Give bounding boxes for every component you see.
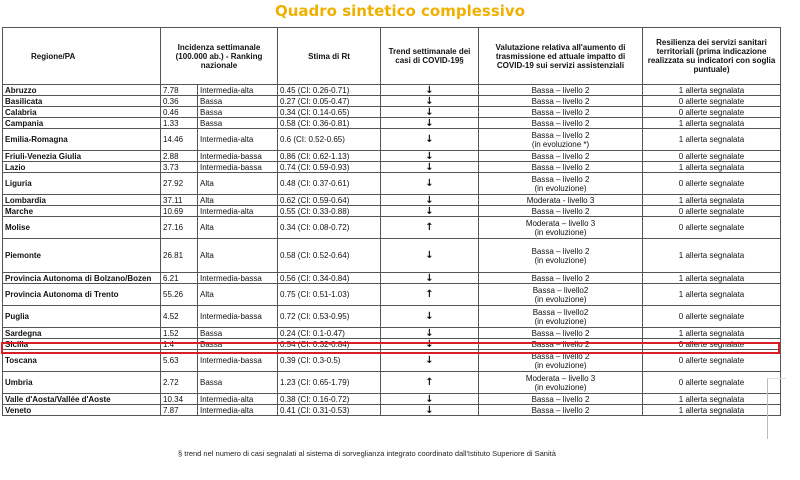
rt-cell: 0.24 (CI: 0.1-0.47) [278, 328, 381, 339]
resilience-cell: 0 allerte segnalate [643, 96, 781, 107]
rt-cell: 0.86 (CI: 0.62-1.13) [278, 151, 381, 162]
trend-cell [381, 206, 479, 217]
summary-table [2, 27, 781, 416]
region-cell: Marche [3, 206, 161, 217]
incidence-value-cell: 1.52 [161, 328, 198, 339]
incidence-value-cell: 1.33 [161, 118, 198, 129]
table-row [3, 129, 781, 151]
region-cell: Abruzzo [3, 85, 161, 96]
table-row [3, 273, 781, 284]
incidence-value-cell: 55.26 [161, 284, 198, 306]
incidence-value-cell: 7.78 [161, 85, 198, 96]
resilience-cell: 1 allerta segnalata [643, 85, 781, 96]
table-row [3, 372, 781, 394]
incidence-value-cell: 37.11 [161, 195, 198, 206]
trend-cell [381, 239, 479, 273]
arrow-up-icon: ↑ [425, 289, 434, 300]
evaluation-cell [479, 129, 643, 151]
region-cell: Basilicata [3, 96, 161, 107]
table-row [3, 306, 781, 328]
evaluation-cell [479, 118, 643, 129]
table-row [3, 350, 781, 372]
rt-cell: 0.34 (CI: 0.14-0.65) [278, 107, 381, 118]
trend-cell [381, 284, 479, 306]
evaluation-cell [479, 195, 643, 206]
trend-cell [381, 85, 479, 96]
evaluation-cell [479, 96, 643, 107]
arrow-down-icon: ↓ [425, 355, 434, 366]
evaluation-level: Bassa – livello 2 [531, 151, 590, 161]
incidence-rank-cell: Bassa [198, 96, 278, 107]
evaluation-cell [479, 394, 643, 405]
incidence-rank-cell: Intermedia-alta [198, 129, 278, 151]
evaluation-note: (in evoluzione) [534, 316, 587, 326]
region-cell: Liguria [3, 173, 161, 195]
evaluation-cell [479, 162, 643, 173]
trend-cell [381, 151, 479, 162]
incidence-rank-cell: Bassa [198, 118, 278, 129]
table-header-row [3, 28, 781, 85]
trend-cell [381, 339, 479, 350]
evaluation-note: (in evoluzione *) [531, 139, 590, 149]
evaluation-level: Bassa – livello 2 [531, 118, 590, 128]
evaluation-level: Bassa – livello 2 [531, 174, 590, 184]
evaluation-level: Bassa – livello 2 [531, 206, 590, 216]
evaluation-level: Bassa – livello2 [532, 307, 589, 317]
incidence-value-cell: 1.4 [161, 339, 198, 350]
trend-cell [381, 372, 479, 394]
region-cell: Sardegna [3, 328, 161, 339]
resilience-cell: 0 allerte segnalate [643, 350, 781, 372]
evaluation-cell [479, 85, 643, 96]
region-cell: Provincia Autonoma di Bolzano/Bozen [3, 273, 161, 284]
region-cell: Veneto [3, 405, 161, 416]
region-cell: Calabria [3, 107, 161, 118]
incidence-rank-cell: Bassa [198, 107, 278, 118]
evaluation-cell [479, 239, 643, 273]
resilience-cell: 0 allerte segnalate [643, 173, 781, 195]
arrow-down-icon: ↓ [425, 404, 434, 416]
resilience-cell: 0 allerte segnalate [643, 151, 781, 162]
resilience-cell: 1 allerta segnalata [643, 284, 781, 306]
evaluation-cell [479, 350, 643, 372]
rt-cell: 0.39 (CI: 0.3-0.5) [278, 350, 381, 372]
resilience-cell: 1 allerta segnalata [643, 239, 781, 273]
arrow-down-icon: ↓ [425, 250, 434, 261]
rt-cell: 0.45 (CI: 0.26-0.71) [278, 85, 381, 96]
evaluation-cell [479, 339, 643, 350]
trend-cell [381, 195, 479, 206]
evaluation-note: (in evoluzione) [534, 183, 587, 193]
arrow-up-icon: ↑ [425, 222, 434, 233]
trend-cell [381, 129, 479, 151]
incidence-value-cell: 0.46 [161, 107, 198, 118]
region-cell: Umbria [3, 372, 161, 394]
incidence-value-cell: 27.92 [161, 173, 198, 195]
incidence-value-cell: 0.36 [161, 96, 198, 107]
trend-cell [381, 162, 479, 173]
rt-cell: 0.41 (CI: 0.31-0.53) [278, 405, 381, 416]
incidence-value-cell: 2.88 [161, 151, 198, 162]
resilience-cell: 0 allerte segnalate [643, 372, 781, 394]
table-row [3, 206, 781, 217]
region-cell: Valle d'Aosta/Vallée d'Aoste [3, 394, 161, 405]
arrow-down-icon: ↓ [425, 272, 434, 284]
incidence-value-cell: 4.52 [161, 306, 198, 328]
resilience-cell: 1 allerta segnalata [643, 273, 781, 284]
incidence-value-cell: 2.72 [161, 372, 198, 394]
incidence-value-cell: 27.16 [161, 217, 198, 239]
arrow-down-icon: ↓ [425, 84, 434, 96]
evaluation-level: Bassa – livello 2 [531, 85, 590, 95]
evaluation-cell [479, 151, 643, 162]
arrow-down-icon: ↓ [425, 327, 434, 339]
evaluation-note: (in evoluzione) [534, 360, 587, 370]
rt-cell: 0.6 (CI: 0.52-0.65) [278, 129, 381, 151]
table-row [3, 217, 781, 239]
incidence-rank-cell: Bassa [198, 339, 278, 350]
incidence-rank-cell: Intermedia-bassa [198, 151, 278, 162]
table-row [3, 173, 781, 195]
incidence-value-cell: 5.63 [161, 350, 198, 372]
table-row [3, 239, 781, 273]
arrow-down-icon: ↓ [425, 161, 434, 173]
evaluation-level: Bassa – livello 2 [531, 405, 590, 415]
rt-cell: 0.74 (CI: 0.59-0.93) [278, 162, 381, 173]
arrow-down-icon: ↓ [425, 117, 434, 129]
evaluation-cell [479, 273, 643, 284]
table-row [3, 195, 781, 206]
table-row [3, 405, 781, 416]
incidence-value-cell: 7.87 [161, 405, 198, 416]
table-row [3, 162, 781, 173]
table-row [3, 107, 781, 118]
evaluation-level: Bassa – livello 2 [531, 328, 590, 338]
incidence-rank-cell: Intermedia-alta [198, 206, 278, 217]
evaluation-cell [479, 107, 643, 118]
incidence-rank-cell: Bassa [198, 328, 278, 339]
page-title: Quadro sintetico complessivo [275, 2, 525, 20]
header-evaluation: Valutazione relativa all'aumento di trasmissione ed attuale impatto di COVID-19 sui servizi assistenziali [479, 28, 643, 85]
rt-cell: 0.34 (CI: 0.08-0.72) [278, 217, 381, 239]
incidence-rank-cell: Intermedia-bassa [198, 350, 278, 372]
rt-cell: 0.38 (CI: 0.16-0.72) [278, 394, 381, 405]
arrow-down-icon: ↓ [425, 150, 434, 162]
resilience-cell: 1 allerta segnalata [643, 394, 781, 405]
incidence-rank-cell: Intermedia-alta [198, 405, 278, 416]
evaluation-level: Bassa – livello 2 [531, 162, 590, 172]
arrow-down-icon: ↓ [425, 393, 434, 405]
resilience-cell: 0 allerte segnalate [643, 339, 781, 350]
evaluation-cell [479, 328, 643, 339]
evaluation-cell [479, 284, 643, 306]
arrow-down-icon: ↓ [425, 178, 434, 189]
table-row [3, 85, 781, 96]
evaluation-level: Bassa – livello 2 [531, 394, 590, 404]
evaluation-level: Bassa – livello 2 [531, 246, 590, 256]
arrow-down-icon: ↓ [425, 106, 434, 118]
resilience-cell: 1 allerta segnalata [643, 162, 781, 173]
incidence-value-cell: 6.21 [161, 273, 198, 284]
evaluation-level: Moderata - livello 3 [526, 195, 595, 205]
resilience-cell: 1 allerta segnalata [643, 405, 781, 416]
trend-cell [381, 394, 479, 405]
incidence-rank-cell: Alta [198, 239, 278, 273]
evaluation-cell [479, 206, 643, 217]
incidence-rank-cell: Bassa [198, 372, 278, 394]
trend-cell [381, 96, 479, 107]
region-cell: Toscana [3, 350, 161, 372]
incidence-rank-cell: Intermedia-alta [198, 85, 278, 96]
incidence-rank-cell: Intermedia-bassa [198, 273, 278, 284]
evaluation-cell [479, 217, 643, 239]
incidence-rank-cell: Intermedia-bassa [198, 306, 278, 328]
region-cell: Friuli-Venezia Giulia [3, 151, 161, 162]
region-cell: Emilia-Romagna [3, 129, 161, 151]
evaluation-level: Bassa – livello 2 [531, 130, 590, 140]
rt-cell: 1.23 (CI: 0.65-1.79) [278, 372, 381, 394]
evaluation-level: Bassa – livello 2 [531, 351, 590, 361]
rt-cell: 0.27 (CI: 0.05-0.47) [278, 96, 381, 107]
incidence-value-cell: 26.81 [161, 239, 198, 273]
region-cell: Lombardia [3, 195, 161, 206]
evaluation-cell [479, 372, 643, 394]
rt-cell: 0.75 (CI: 0.51-1.03) [278, 284, 381, 306]
rt-cell: 0.56 (CI: 0.34-0.84) [278, 273, 381, 284]
incidence-value-cell: 10.34 [161, 394, 198, 405]
arrow-down-icon: ↓ [425, 194, 434, 206]
evaluation-note: (in evoluzione) [534, 382, 587, 392]
header-resilience: Resilienza dei servizi sanitari territoriali (prima indicazione realizzata su indicatori con soglia puntuale) [643, 28, 781, 85]
resilience-cell: 0 allerte segnalate [643, 206, 781, 217]
arrow-down-icon: ↓ [425, 134, 434, 145]
incidence-value-cell: 3.73 [161, 162, 198, 173]
trend-cell [381, 350, 479, 372]
resilience-cell: 1 allerta segnalata [643, 118, 781, 129]
evaluation-level: Bassa – livello2 [532, 285, 589, 295]
evaluation-level: Bassa – livello 2 [531, 273, 590, 283]
rt-cell: 0.58 (CI: 0.36-0.81) [278, 118, 381, 129]
arrow-down-icon: ↓ [425, 95, 434, 107]
header-rt: Stima di Rt [278, 28, 381, 85]
page-edge-mark [767, 378, 786, 439]
resilience-cell: 0 allerte segnalate [643, 107, 781, 118]
evaluation-level: Bassa – livello 2 [531, 96, 590, 106]
arrow-up-icon: ↑ [425, 377, 434, 388]
evaluation-level: Bassa – livello 2 [531, 107, 590, 117]
header-region: Regione/PA [3, 28, 161, 85]
table-row [3, 118, 781, 129]
evaluation-level: Moderata – livello 3 [525, 373, 596, 383]
region-cell: Provincia Autonoma di Trento [3, 284, 161, 306]
trend-cell [381, 273, 479, 284]
trend-cell [381, 118, 479, 129]
resilience-cell: 1 allerta segnalata [643, 328, 781, 339]
trend-cell [381, 107, 479, 118]
rt-cell: 0.48 (CI: 0.37-0.61) [278, 173, 381, 195]
region-cell: Sicilia [3, 339, 161, 350]
incidence-rank-cell: Alta [198, 173, 278, 195]
arrow-down-icon: ↓ [425, 311, 434, 322]
trend-cell [381, 306, 479, 328]
rt-cell: 0.72 (CI: 0.53-0.95) [278, 306, 381, 328]
table-row [3, 284, 781, 306]
region-cell: Molise [3, 217, 161, 239]
resilience-cell: 0 allerte segnalate [643, 217, 781, 239]
table-row [3, 96, 781, 107]
rt-cell: 0.55 (CI: 0.33-0.88) [278, 206, 381, 217]
trend-cell [381, 328, 479, 339]
rt-cell: 0.62 (CI: 0.59-0.64) [278, 195, 381, 206]
evaluation-cell [479, 306, 643, 328]
rt-cell: 0.54 (CI: 0.32-0.84) [278, 339, 381, 350]
resilience-cell: 1 allerta segnalata [643, 129, 781, 151]
region-cell: Puglia [3, 306, 161, 328]
evaluation-level: Bassa – livello 2 [531, 339, 590, 349]
resilience-cell: 1 allerta segnalata [643, 195, 781, 206]
trend-cell [381, 405, 479, 416]
footnote: § trend nel numero di casi segnalati al sistema di sorveglianza integrato coordinato dall'Istituto Superiore di Sanità [178, 449, 556, 458]
incidence-rank-cell: Intermedia-alta [198, 394, 278, 405]
resilience-cell: 0 allerte segnalate [643, 306, 781, 328]
incidence-rank-cell: Intermedia-bassa [198, 162, 278, 173]
region-cell: Lazio [3, 162, 161, 173]
incidence-rank-cell: Alta [198, 195, 278, 206]
evaluation-cell [479, 405, 643, 416]
incidence-rank-cell: Alta [198, 284, 278, 306]
header-incidence: Incidenza settimanale (100.000 ab.) - Ranking nazionale [161, 28, 278, 85]
incidence-value-cell: 14.46 [161, 129, 198, 151]
table-row [3, 339, 781, 350]
table-row [3, 151, 781, 162]
arrow-down-icon: ↓ [425, 338, 434, 350]
table-row [3, 394, 781, 405]
trend-cell [381, 217, 479, 239]
evaluation-note: (in evoluzione) [534, 227, 587, 237]
evaluation-cell [479, 173, 643, 195]
incidence-rank-cell: Alta [198, 217, 278, 239]
region-cell: Piemonte [3, 239, 161, 273]
incidence-value-cell: 10.69 [161, 206, 198, 217]
trend-cell [381, 173, 479, 195]
arrow-down-icon: ↓ [425, 205, 434, 217]
table-row [3, 328, 781, 339]
region-cell: Campania [3, 118, 161, 129]
evaluation-note: (in evoluzione) [534, 255, 587, 265]
header-trend: Trend settimanale dei casi di COVID-19§ [381, 28, 479, 85]
evaluation-note: (in evoluzione) [534, 294, 587, 304]
rt-cell: 0.58 (CI: 0.52-0.64) [278, 239, 381, 273]
evaluation-level: Moderata – livello 3 [525, 218, 596, 228]
